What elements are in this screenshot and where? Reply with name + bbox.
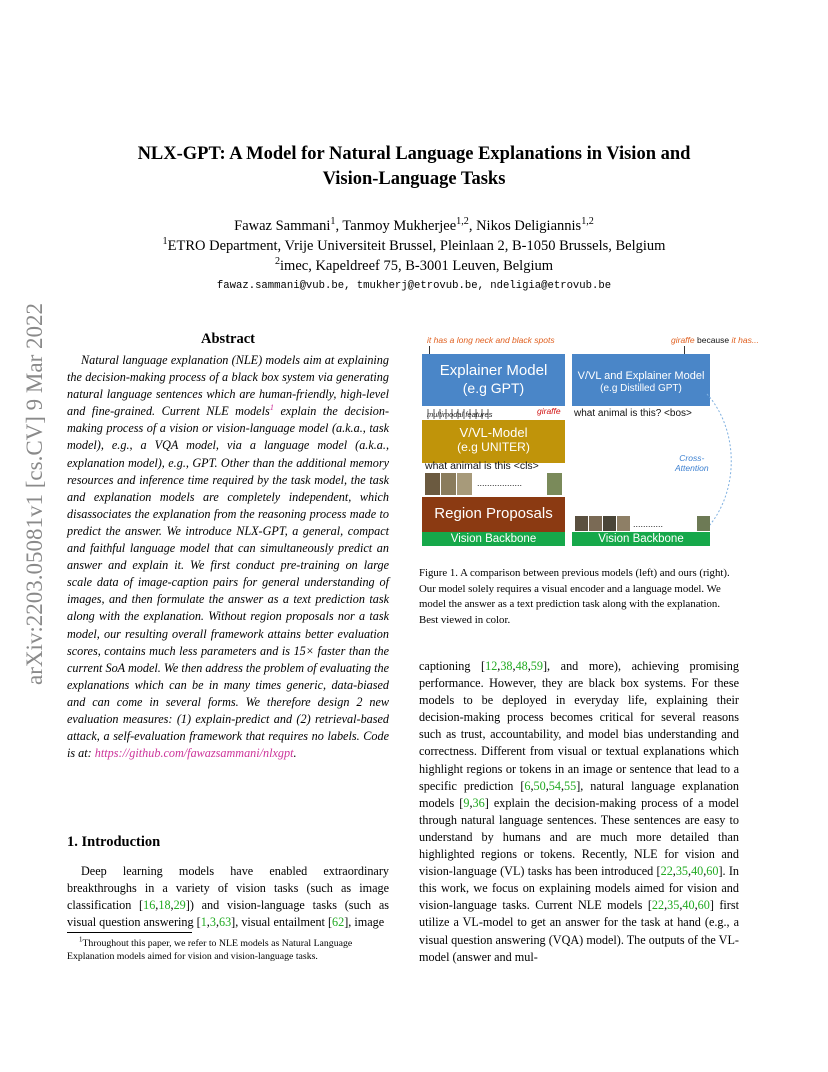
intro-text-2: ]) and vision-language tasks (such as visual question answering [ [67,898,389,930]
abstract-end: . [293,746,297,761]
rc-text: captioning [ [419,659,486,673]
right-model-box [572,354,710,406]
title-line-2: Vision-Language Tasks [322,169,506,189]
code-link[interactable]: https://github.com/fawazsammani/nlxgpt [94,746,294,761]
affil-2-mark: 2 [274,256,281,268]
intro-heading: 1. Introduction [67,834,161,850]
citation[interactable]: 35 [667,898,680,913]
vvl-model-box [422,420,565,463]
left-backbone-box [422,532,565,546]
left-explainer-sub: (e.g GPT) [462,380,525,396]
author-3-affil: 1,2 [581,216,594,228]
footnote-ref[interactable]: 1 [269,402,274,413]
citation[interactable]: 55 [564,778,577,793]
intro-body: Deep learning models have enabled extraordinary breakthroughs in a variety of vision tasks (such as image classification [16,18,29]) and vision-language tasks (such as visual question answering [1,3,63], visual entailment [62], image [67,864,389,930]
paper-title [60,142,768,192]
citation[interactable]: 38 [500,659,513,673]
citation[interactable]: 60 [706,864,719,879]
citation[interactable]: 22 [651,898,665,913]
left-answer-text: it has a long neck and black spots [427,335,555,345]
citation[interactable]: 29 [173,898,186,913]
rc-text: ] explain the decision-making process of a model through natural language sentences. These sentences are easy to understand by humans and are much more detailed than highlighted regions or tokens. Recently, NLE for vision and vision-language (VL) tasks has been introduced [ [419,795,739,879]
arxiv-id: arXiv:2203.05081v1 [cs.CV] 9 Mar 2022 [22,302,47,685]
intro-text-1: Deep learning models have enabled extraordinary breakthroughs in a variety of vision tasks (such as image classification [ [67,864,389,913]
right-model-title: V/VL and Explainer Model [577,370,705,382]
image-patch [589,516,602,531]
affil-1-text: ETRO Department, Vrije Universiteit Brussel, Pleinlaan 2, B-1050 Brussels, Belgium [167,238,666,254]
title-line-1: NLX-GPT: A Model for Natural Language Explanations in Vision and [137,144,691,164]
right-column-body: captioning [12,38,48,59], and more), achieving promising performance. However, they are black box systems. For these models to be deployed in everyday life, explaining their decision-making process becomes critical for several reasons such as trust, accountability, and model bias understanding and correctness. Different from visual or textual explanations which highlight regions or tokens in an image or sentence that lead to a specific prediction [6,50,54,55], natural language explanation models [9,36] explain the decision-making process of a model through natural language sentences. These sentences are easy to understand by humans and are much more detailed than highlighted regions or tokens. Recently, NLE for vision and vision-language (VL) tasks has been introduced [22,35,40,60]. In this work, we focus on explaining models aimed for vision and vision-language tasks. Current NLE models [22,35,40,60] first utilize a VL-model to get an answer for the task at hand (e.g., a visual question answering (VQA) model). The outputs of the VL-model (answer and mul- [419,659,740,964]
left-question: what animal is this <cls> [425,460,539,472]
right-because: because [694,335,732,345]
intro-text-3: ], visual entailment [ [231,915,333,930]
right-backbone-label: Vision Backbone [598,533,684,545]
left-backbone-label: Vision Backbone [450,533,537,545]
arxiv-sidebar [22,285,52,685]
citation[interactable]: 18 [158,898,171,913]
citation[interactable]: 22 [660,864,673,879]
arrow-up [429,346,430,354]
image-patch [603,516,616,531]
image-patch [441,473,456,495]
region-label: Region Proposals [434,505,553,522]
vvl-sub: (e.g UNITER) [457,440,530,454]
citation[interactable]: 62 [332,915,345,930]
right-explanation: it has... [731,335,759,345]
right-dots: ............ [633,519,664,529]
footnote-text: Throughout this paper, we refer to NLE models as Natural Language Explanation models aimed for vision and vision-language tasks. [67,938,353,962]
affiliation-1 [60,236,768,256]
footnote [67,937,389,963]
author-2-affil: 1,2 [456,216,469,228]
citation[interactable]: 1 [200,915,207,930]
affiliation-2 [60,256,768,276]
left-explainer-title: Explainer Model [439,362,548,379]
citation[interactable]: 9 [463,795,470,810]
footnote-rule [67,932,192,933]
figure-caption: Figure 1. A comparison between previous models (left) and ours (right). Our model solely requires a visual encoder and a language model. We model the answer as a text prediction task along with the explanation. Best viewed in color. [419,567,730,626]
image-patch [697,516,710,531]
author-2: , Tanmoy Mukherjee [335,218,457,234]
right-answer-word: giraffe [671,335,695,345]
citation[interactable]: 36 [472,795,485,810]
arrow-up [684,346,685,354]
left-explainer-box [422,354,565,406]
abstract-text-a: Natural language explanation (NLE) models aim at explaining the decision-making process of a black box system via generating natural language sentences which are human-friendly, high-level and fine-grained. Current NLE models [67,353,389,419]
vvl-title: V/VL-Model [459,425,528,440]
image-patch [547,473,562,495]
giraffe-left-label: giraffe [537,406,561,416]
abstract-text-b: explain the decision-making process of a vision or vision-language model (a.k.a., task model), e.g., a VQA model, via a language model (a.k.a., explanation model), e.g., GPT. Other than the additional memory resources and inference time required by the task model, the task and explanation models are completely independent, which disassociates the explanation from the reasoning process made to predict the answer. We introduce NLX-GPT, a general, compact and faithful language model that can simultaneously predict an answer and explain it. We first conduct pre-training on large scale data of image-caption pairs for general understanding of images, and then formulate the answer as a text prediction task along with the explanation. Without region proposals nor a task model, our resulting overall framework attains better evaluation scores, contains much less parameters and is 15× faster than the current SoA model. We then address the problem of evaluating the explanations which can be in many times generic, data-biased and can come in several forms. We therefore design 2 new evaluation measures: (1) explain-predict and (2) retrieval-based attack, a self-evaluation framework that requires no labels. Code is at: [67,404,389,761]
left-dots: .................. [477,478,523,488]
right-model-sub: (e.g Distilled GPT) [600,383,682,394]
footnote-mark: 1 [79,936,83,944]
citation[interactable]: 35 [675,864,689,879]
citation[interactable]: 54 [548,778,561,793]
abstract-heading: Abstract [201,331,255,347]
affil-2-text: imec, Kapeldreef 75, B-3001 Leuven, Belgium [280,258,554,274]
citation[interactable]: 63 [218,915,232,930]
abstract-body [67,352,389,762]
citation[interactable]: 50 [533,778,546,793]
intro-text-4: ], image [344,915,385,930]
citation[interactable]: 12 [485,659,498,673]
citation[interactable]: 40 [682,898,695,913]
image-patch [425,473,440,495]
citation[interactable]: 16 [143,898,156,913]
citation[interactable]: 59 [530,659,543,673]
multimodal-label: multimodal features [427,410,493,419]
citation[interactable]: 6 [524,778,531,793]
region-proposals-box [422,497,565,532]
cross-label-1: Cross- [679,453,705,463]
figure-1 [419,332,771,554]
right-backbone-box [572,532,710,546]
citation[interactable]: 3 [209,915,216,930]
author-emails: fawaz.sammani@vub.be, tmukherj@etrovub.be, ndeligia@etrovub.be [216,280,612,292]
citation[interactable]: 48 [515,659,528,673]
rc-text: ], natural language explanation models [ [419,778,739,810]
image-patch [575,516,588,531]
author-list [60,216,768,236]
citation[interactable]: 40 [691,864,704,879]
right-answer-text [671,335,759,345]
image-patch [617,516,630,531]
citation[interactable]: 60 [697,898,710,913]
cross-label-2: Attention [675,463,709,473]
rc-text: ] first utilize a VL-model to get an answer for the task at hand (e.g., a visual question answering (VQA) model). The outputs of the VL-model (answer and mul- [419,898,739,964]
affil-1-mark: 1 [162,236,168,248]
right-question: what animal is this? <bos> [574,408,692,419]
author-3: , Nikos Deligiannis [468,218,582,234]
author-1: Fawaz Sammani [234,218,331,234]
image-patch [457,473,472,495]
cross-attention-label [675,453,709,473]
author-block [60,216,768,276]
rc-text: ]. In this work, we focus on explaining models aimed for vision and vision-language tasks. Current NLE models [ [419,864,740,913]
author-1-affil: 1 [330,216,336,228]
rc-text: ], and more), achieving promising performance. However, they are black box systems. For these models to be deployed in everyday life, explaining their decision-making process becomes critical for several reasons such as trust, accountability, and model bias understanding and correctness. Different from visual or textual explanations which highlight regions or tokens in an image or sentence that lead to a specific prediction [ [419,659,739,793]
